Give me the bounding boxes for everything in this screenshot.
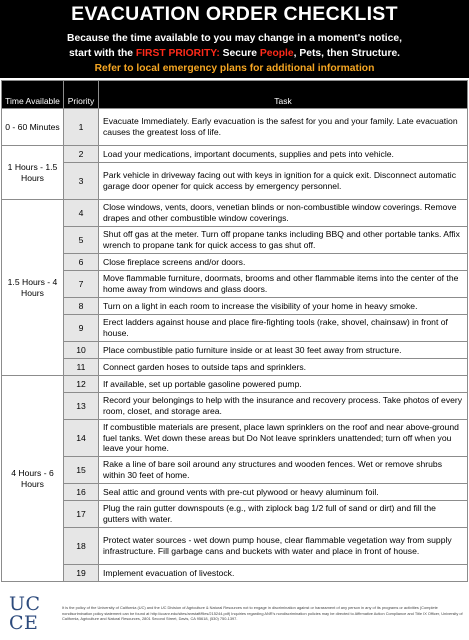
table-header-row [2, 81, 468, 109]
people-label: People [259, 48, 294, 59]
intro-text: Secure [219, 48, 260, 59]
table-row [2, 298, 468, 315]
task-cell: Move flammable furniture, doormats, brooms and other flammable items into the center of the home away from windows and glass doors. [99, 271, 468, 298]
table-row [2, 163, 468, 200]
priority-cell: 12 [64, 376, 99, 393]
table-row [2, 565, 468, 582]
task-cell: Plug the rain gutter downspouts (e.g., with ziplock bag 1/2 full of sand or dirt) and fill the gutters with water. [99, 501, 468, 528]
nondiscrimination-disclaimer: It is the policy of the University of California (UC) and the UC Division of Agriculture & Natural Resources not to engage in discrimination against or harassment of any person in any of its programs or activities (Complete nondiscrimination policy statement can be found at http://ucanr.edu/sites/anrstaff/files/215244.pdf) Inquiries regarding ANR's nondiscrimination policies may be directed to Affirmative Action Compliance and Title IX Officer, University of California, Agriculture and Natural Resources, 2801 Second Street, Davis, CA 95618, (530) 750-1397. [62, 605, 463, 622]
table-row [2, 227, 468, 254]
task-cell: Evacuate Immediately. Early evacuation is the safest for you and your family. Late evacuation causes the greatest loss of life. [99, 109, 468, 146]
table-row [2, 484, 468, 501]
time-available-cell: 0 - 60 Minutes [2, 109, 64, 146]
priority-cell: 15 [64, 457, 99, 484]
task-cell: Turn on a light in each room to increase the visibility of your home in heavy smoke. [99, 298, 468, 315]
task-cell: Park vehicle in driveway facing out with keys in ignition for a quick exit. Disconnect automatic garage door opener for quick access by emergency personnel. [99, 163, 468, 200]
priority-cell: 17 [64, 501, 99, 528]
task-cell: Place combustible patio furniture inside or at least 30 feet away from structure. [99, 342, 468, 359]
priority-cell: 9 [64, 315, 99, 342]
uc-ce-logo [9, 595, 47, 633]
task-cell: Implement evacuation of livestock. [99, 565, 468, 582]
table-row [2, 376, 468, 393]
priority-cell: 5 [64, 227, 99, 254]
task-cell: If combustible materials are present, place lawn sprinklers on the roof and near above-ground fuel tanks. Wet down these areas but Do Not leave sprinklers unattended; turn off when you leave your home. [99, 420, 468, 457]
task-cell: Connect garden hoses to outside taps and sprinklers. [99, 359, 468, 376]
priority-cell: 11 [64, 359, 99, 376]
priority-cell: 7 [64, 271, 99, 298]
task-cell: Close fireplace screens and/or doors. [99, 254, 468, 271]
task-cell: Shut off gas at the meter. Turn off propane tanks including BBQ and other portable tanks. Affix wrench to propane tank for quick access to gas shut off. [99, 227, 468, 254]
page-title: EVACUATION ORDER CHECKLIST [71, 3, 398, 25]
table-row [2, 146, 468, 163]
table-row [2, 271, 468, 298]
time-available-cell: 1.5 Hours - 4 Hours [2, 200, 64, 376]
priority-cell: 19 [64, 565, 99, 582]
priority-cell: 4 [64, 200, 99, 227]
priority-cell: 18 [64, 528, 99, 565]
priority-cell: 10 [64, 342, 99, 359]
task-cell: Protect water sources - wet down pump house, clear flammable vegetation way from supply infrastructure. Fill garbage cans and buckets with water and place in front of house. [99, 528, 468, 565]
table-row [2, 457, 468, 484]
intro-line-1: Because the time available to you may change in a moment's notice, [67, 33, 402, 44]
intro-text: start with the [68, 48, 136, 59]
task-cell: Close windows, vents, doors, venetian blinds or non-combustible window coverings. Remove drapes and other combustible window coverings. [99, 200, 468, 227]
column-header-priority: Priority [64, 81, 99, 109]
task-cell: Rake a line of bare soil around any structures and wooden fences. Wet or remove shrubs within 30 feet of home. [99, 457, 468, 484]
priority-cell: 3 [64, 163, 99, 200]
table-row [2, 420, 468, 457]
logo-line-1: UC [9, 593, 41, 615]
task-cell: Seal attic and ground vents with pre-cut plywood or heavy aluminum foil. [99, 484, 468, 501]
time-available-cell: 4 Hours - 6 Hours [2, 376, 64, 582]
task-cell: Record your belongings to help with the insurance and recovery process. Take photos of every room, closet, and storage area. [99, 393, 468, 420]
table-row [2, 200, 468, 227]
priority-cell: 6 [64, 254, 99, 271]
column-header-time: Time Available [2, 81, 64, 109]
priority-cell: 2 [64, 146, 99, 163]
checklist-table [1, 80, 468, 582]
task-cell: Erect ladders against house and place fire-fighting tools (rake, shovel, chainsaw) in front of house. [99, 315, 468, 342]
table-row [2, 359, 468, 376]
column-header-task: Task [99, 81, 468, 109]
priority-cell: 16 [64, 484, 99, 501]
table-row [2, 393, 468, 420]
table-row [2, 254, 468, 271]
priority-cell: 1 [64, 109, 99, 146]
task-cell: Load your medications, important documents, supplies and pets into vehicle. [99, 146, 468, 163]
time-available-cell: 1 Hours - 1.5 Hours [2, 146, 64, 200]
table-row [2, 501, 468, 528]
footer [0, 583, 469, 640]
first-priority-label: FIRST PRIORITY: [135, 48, 220, 59]
intro-line-2 [0, 48, 469, 59]
intro-line-3: Refer to local emergency plans for additional information [94, 63, 375, 74]
priority-cell: 14 [64, 420, 99, 457]
priority-cell: 8 [64, 298, 99, 315]
table-row [2, 528, 468, 565]
logo-line-2: CE [9, 612, 39, 634]
intro-text: , Pets, then Structure. [293, 48, 401, 59]
task-cell: If available, set up portable gasoline powered pump. [99, 376, 468, 393]
table-row [2, 342, 468, 359]
table-row [2, 109, 468, 146]
table-row [2, 315, 468, 342]
priority-cell: 13 [64, 393, 99, 420]
header-banner [0, 0, 469, 78]
